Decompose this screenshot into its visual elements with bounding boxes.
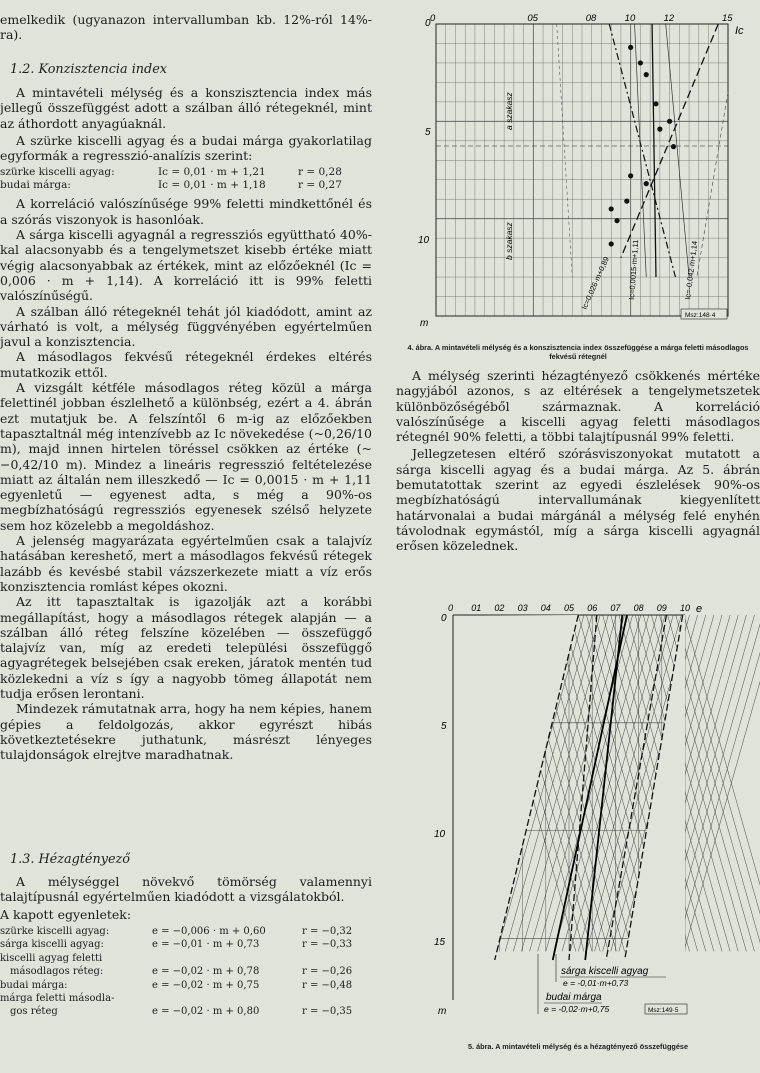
- x-axis-label: e: [696, 603, 703, 615]
- y-tick-label: 0: [441, 613, 447, 624]
- paragraph: A vizsgált kétféle másodlagos réteg közül a márga felettinél jobban észlelhető a különbség, ezért a 4. ábrán ezt mutatjuk be. A felszíntől 6 m-ig az előzőekben tapasztaltnál még intenzívebb az Ic növekedése (~0,26/10 m), majd innen hirtelen töréssel csökken az értéke (~ −0,42/10 m). Mindez a lineáris regresszió feltételezése miatt az általán nem illeszkedő — Ic = 0,0015 · m + 1,11 egyenletű — egyenest adta, s még a 90%-os megbízhatóságú regressziós egyenesek szélső helyzete sem hoz közelebb a megoldáshoz.: [0, 380, 372, 533]
- line-label: Ic=0,026·m+0,89: [579, 255, 611, 311]
- eq-formula: e = −0,02 · m + 0,78: [152, 966, 260, 978]
- y-tick-label: 0: [425, 18, 431, 29]
- eq-name: szürke kiscelli agyag:: [0, 925, 110, 937]
- paragraph: Az itt tapasztaltak is igazolják azt a korábbi megállapítást, hogy a másodlagos rétegek alapján — a szálban álló réteg felszíne közelében — összefüggő talajvíz van, míg az eredeti települési összefüggő agyagrétegek belsejében csak ereken, járatok mentén tud közlekedni a víz s így a nagyobb tömeg állapotát nem tudja erősen lerontani.: [0, 594, 372, 701]
- eq-formula: [152, 992, 302, 1005]
- x-tick-label: 10: [624, 13, 636, 24]
- x-tick-label: 04: [540, 603, 551, 613]
- series-label: budai márga: [546, 992, 602, 1003]
- eq-name: szürke kiscelli agyag:: [0, 166, 115, 179]
- x-tick-label: 05: [527, 13, 538, 24]
- eq-r: r = −0,48: [302, 979, 353, 991]
- data-point: [628, 173, 633, 178]
- x-axis-label: Ic: [735, 25, 744, 37]
- confidence-line: [697, 92, 728, 277]
- eq-r: r = −0,35: [302, 1006, 353, 1018]
- eq-name: másodlagos réteg:: [10, 966, 104, 978]
- confidence-line: [557, 24, 573, 277]
- text-block-1: [0, 85, 372, 762]
- eq-name: gos réteg: [10, 1006, 58, 1018]
- eq-name: budai márga:: [0, 179, 71, 192]
- y-axis-label: m: [438, 1006, 447, 1017]
- line-label: Ic=0,0015·m+1,11: [627, 239, 641, 301]
- equation-block-e: [0, 925, 372, 1019]
- y-tick-label: 10: [434, 829, 446, 840]
- paragraph: A másodlagos fekvésű rétegeknél érdekes eltérés mutatkozik ettől.: [0, 349, 372, 380]
- x-tick-label: 08: [585, 13, 597, 24]
- regression-line: [652, 24, 656, 277]
- paragraph: Mindezek rámutatnak arra, hogy ha nem képies, hanem gépies a feldolgozás, akkor egyrészt hibás következtetésekre juthatunk, másrészt lényeges tulajdonságok elrejtve maradhatnak.: [0, 701, 372, 763]
- equation-block-ic: [0, 166, 372, 192]
- data-point: [644, 72, 649, 77]
- series-label: sárga kiscelli agyag: [561, 966, 649, 977]
- y-tick-label: 10: [418, 235, 430, 246]
- side-label-b: b szakasz: [504, 222, 514, 260]
- series-equation: e = -0,02·m+0,75: [544, 1004, 610, 1014]
- eq-formula: [152, 952, 302, 965]
- data-point: [667, 119, 672, 124]
- x-tick-label: 02: [494, 603, 505, 613]
- eq-r: r = −0,33: [302, 939, 353, 951]
- paragraph: A mélységgel növekvő tömörség valamennyi talajtípusnál egyértelműen kiadódott a vizsgálatokból.: [0, 874, 372, 905]
- eq-name: budai márga:: [0, 979, 68, 991]
- y-axis-label: m: [420, 318, 429, 329]
- x-tick-label: 05: [564, 603, 575, 613]
- heading-hezagtenyezo: 1.3. Hézagtényező: [10, 852, 130, 867]
- data-point: [653, 101, 658, 106]
- data-point: [671, 144, 676, 149]
- data-point: [657, 127, 662, 132]
- eq-r: r = −0,26: [302, 966, 353, 978]
- paragraph: A korreláció valószínűsége 99% feletti mindkettőnél és a szórás viszonyok is hasonlóak.: [0, 196, 372, 227]
- data-point: [628, 45, 633, 50]
- eq-name: márga feletti másodla-: [0, 992, 115, 1004]
- eq-formula: Ic = 0,01 · m + 1,21: [158, 166, 266, 179]
- eq-name: sárga kiscelli agyag:: [0, 939, 104, 951]
- right-text-block: [396, 368, 760, 554]
- line-label: Ic=-0,042·m+1,14: [683, 240, 700, 301]
- regression-line: [585, 615, 622, 960]
- paragraph: A mintavételi mélység és a konszisztencia index más jellegű összefüggést adott a szálban álló rétegeknél, mint az áthordott anyagúaknál.: [0, 85, 372, 131]
- eq-formula: e = −0,01 · m + 0,73: [152, 939, 260, 951]
- figure-5-caption: 5. ábra. A mintavételi mélység és a hézagtényező összefüggése: [467, 1042, 689, 1051]
- x-tick-label: 0: [448, 603, 454, 613]
- paragraph: A szálban álló rétegeknél tehát jól kiadódott, amint az várható is volt, a mélység függvényében egyértelműen javul a konzisztencia.: [0, 303, 372, 350]
- paragraph: A sárga kiscelli agyagnál a regressziós együttható 40%-kal alacsonyabb és a tengelymetszet kisebb értéke miatt végig alacsonyabbak az értékek, mint az előzőeknél (Ic = 0,006 · m + 1,14). A korreláció itt is 99% feletti valószínűségű.: [0, 227, 372, 304]
- eq-r: r = 0,28: [298, 166, 342, 179]
- data-point: [609, 206, 614, 211]
- y-tick-label: 15: [434, 937, 446, 948]
- eq-r: r = 0,27: [298, 179, 342, 192]
- eq-r: [302, 952, 372, 965]
- x-tick-label: 15: [722, 13, 733, 24]
- x-tick-label: 10: [680, 603, 691, 613]
- data-point: [614, 218, 619, 223]
- eq-formula: e = −0,02 · m + 0,75: [152, 979, 260, 991]
- x-tick-label: 09: [656, 603, 667, 613]
- figure-5-chart: [396, 602, 760, 1040]
- data-point: [624, 199, 629, 204]
- x-tick-label: 07: [610, 603, 621, 613]
- figure-4-chart: [396, 10, 760, 340]
- envelope-line: [569, 615, 597, 960]
- data-point: [609, 241, 614, 246]
- paragraph: A jelenség magyarázata egyértelműen csak a talajvíz hatásában kereshető, mert a másodlagos fekvésű rétegek lazább és kevésbé stabil vázszerkezete miatt a víz erős konzisztencia romlást képes okozni.: [0, 533, 372, 594]
- eq-formula: Ic = 0,01 · m + 1,18: [158, 179, 266, 192]
- figure-4-caption: 4. ábra. A mintavételi mélység és a konszisztencia index összefüggése a márga feletti másodlagos fekvésű rétegnél: [407, 343, 749, 361]
- eq-r: [302, 992, 372, 1005]
- hatch-line: [676, 615, 760, 951]
- x-tick-label: 0: [430, 13, 436, 24]
- data-point: [638, 60, 643, 65]
- x-tick-label: 03: [517, 603, 528, 613]
- paragraph: A kapott egyenletek:: [0, 906, 132, 922]
- eq-formula: e = −0,02 · m + 0,80: [152, 1006, 260, 1018]
- hatch-line: [676, 615, 760, 951]
- data-point: [644, 181, 649, 186]
- text-block-2: [0, 874, 372, 1019]
- x-tick-label: 01: [471, 603, 482, 613]
- eq-name: kiscelli agyag feletti: [0, 952, 103, 964]
- figure-stamp: Msz:148·4: [685, 312, 716, 319]
- series-equation: e = -0,01·m+0,73: [563, 978, 629, 988]
- intro-text: emelkedik (ugyanazon intervallumban kb. 12%-ról 14%-ra).: [0, 12, 372, 43]
- eq-r: r = −0,32: [302, 925, 353, 937]
- heading-konzisztencia: 1.2. Konzisztencia index: [10, 62, 168, 77]
- eq-formula: e = −0,006 · m + 0,60: [152, 925, 266, 937]
- x-tick-label: 06: [587, 603, 598, 613]
- side-label-a: a szakasz: [504, 92, 514, 130]
- y-tick-label: 5: [441, 721, 447, 732]
- confidence-line: [666, 24, 689, 277]
- paragraph: A mélység szerinti hézagtényező csökkenés mértéke nagyjából azonos, s az eltérések a tengelymetszetek különbözőségéből származnak. A korreláció valószínűsége a kiscelli agyag feletti másodlagos rétegnél 90% feletti, a többi talajtípusnál 99% feletti.: [396, 368, 760, 445]
- figure-stamp: Msz:149·5: [648, 1007, 679, 1014]
- paragraph: A szürke kiscelli agyag és a budai márga gyakorlatilag egyformák a regresszió-analízis szerint:: [0, 132, 372, 164]
- paragraph: Jellegzetesen eltérő szórásviszonyokat mutatott a sárga kiscelli agyag és a budai márga. Az 5. ábrán bemutatottak szerint az egyedi észlelések 90%-os megbízhatóságú intervallumának kiegyenlített határvonalai a budai márgánál a mélység felé enyhén távolodnak egymástól, míg a sárga kiscelli agyagnál erősen közelednek.: [396, 446, 760, 554]
- x-tick-label: 12: [663, 13, 675, 24]
- y-tick-label: 5: [425, 127, 431, 138]
- x-tick-label: 08: [633, 603, 644, 613]
